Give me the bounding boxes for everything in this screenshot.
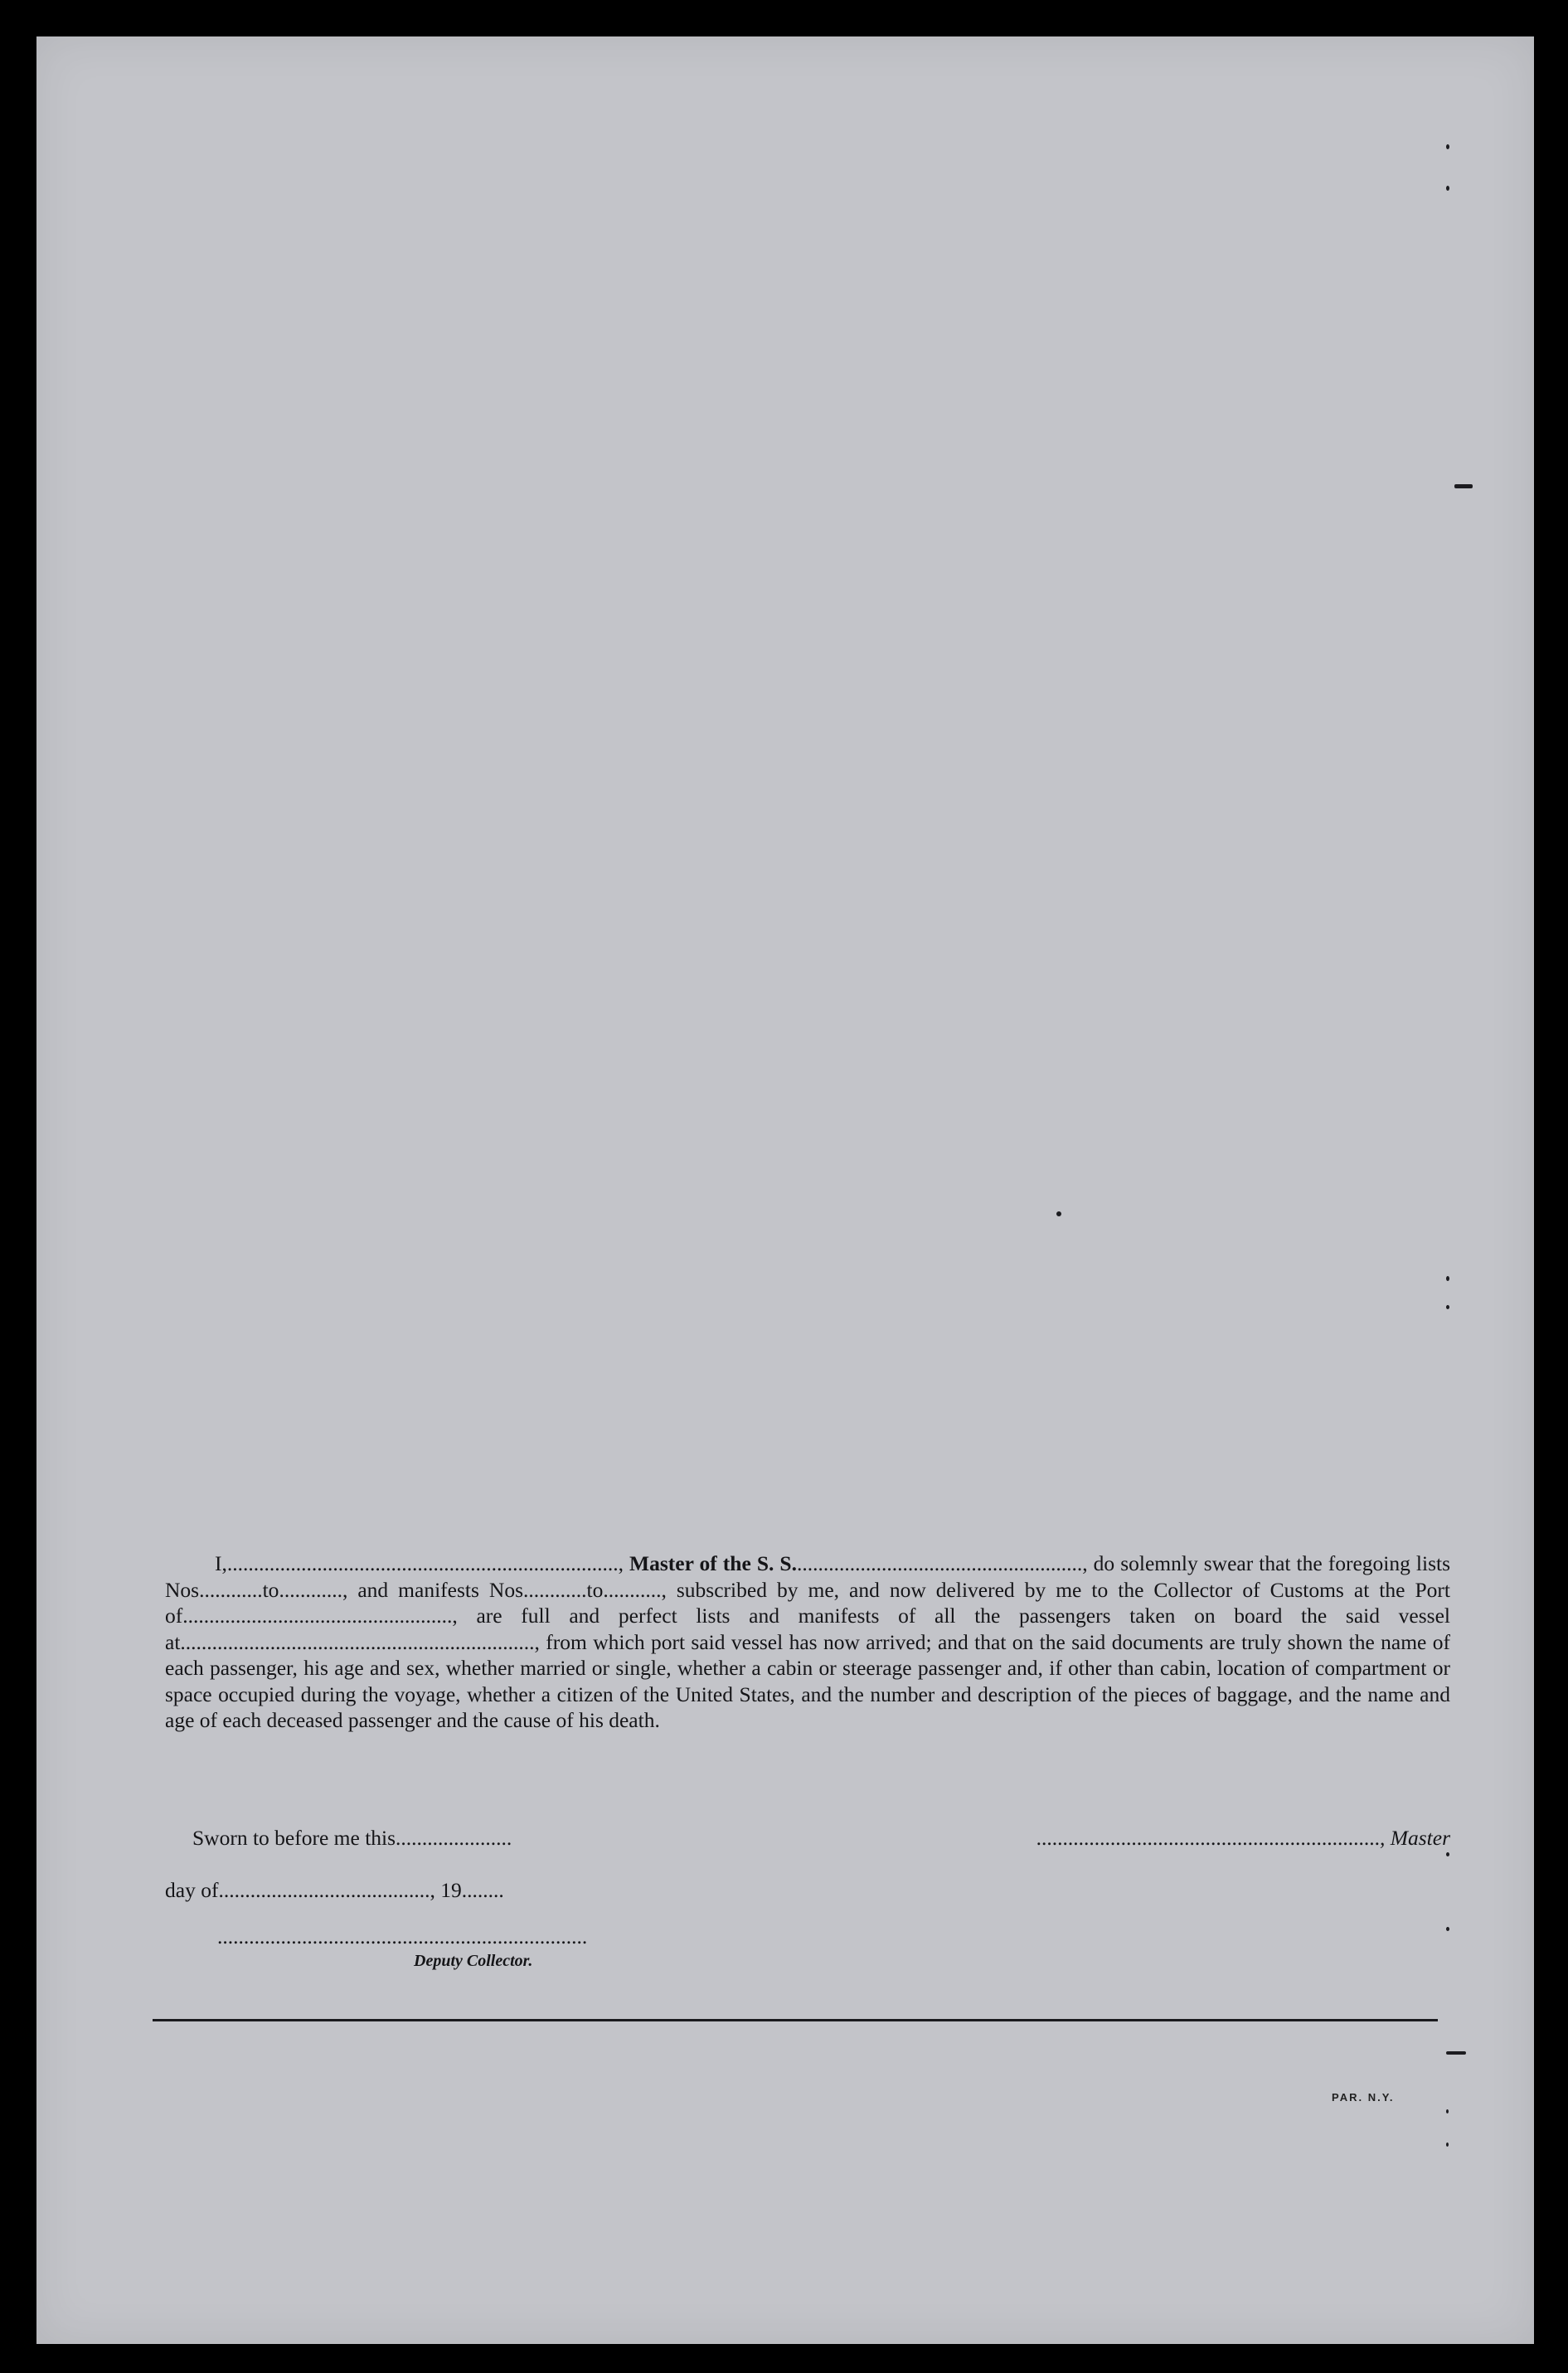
year-label: , 19 — [430, 1878, 462, 1902]
master-of-ss-label: Master of the S. S. — [629, 1551, 797, 1575]
day-of-line — [165, 1878, 504, 1903]
bleed-through-mark — [161, 103, 180, 188]
scan-speck — [1446, 2142, 1449, 2147]
scan-speck — [1446, 1305, 1449, 1309]
sworn-line — [192, 1826, 512, 1851]
master-label: , Master — [1380, 1826, 1450, 1850]
scan-speck — [1446, 1927, 1449, 1931]
day-of-label: day of — [165, 1878, 219, 1902]
scan-speck — [1056, 1211, 1061, 1216]
document-page — [36, 36, 1534, 2344]
printer-mark: PAR. N.Y. — [1332, 2091, 1395, 2104]
scan-speck — [1446, 1852, 1449, 1856]
lists-from-field[interactable]: ............ — [199, 1577, 263, 1602]
master-signature-field[interactable]: ................................................................. — [1036, 1826, 1380, 1850]
lists-to-field[interactable]: ............ — [279, 1577, 342, 1602]
scan-speck — [1446, 2109, 1449, 2113]
sworn-day-field[interactable]: ...................... — [396, 1826, 512, 1850]
year-field[interactable]: ........ — [461, 1878, 504, 1902]
oath-paragraph: I,.........................................................................., Master of the S. S......................................................., do solemnly swear that the foregoing lists Nos............to............, and manifests Nos............to..........., subscribed by me, and now delivered by me to the Collector of Customs at the Port of..................................................., are full and perfect lists and manifests of all the passengers taken on board the said vessel at..................................................................., from which port said vessel has now arrived; and that on the said documents are truly shown the name of each passenger, his age and sex, whether married or single, whether a cabin or steerage passenger and, if other than cabin, location of compartment or space occupied during the voyage, whether a citizen of the United States, and the number and description of the pieces of baggage, and the name and age of each deceased passenger and the cause of his death. — [165, 1551, 1451, 1732]
deputy-signature-field[interactable]: ...................................................................... — [217, 1924, 588, 1948]
scan-speck — [1454, 484, 1473, 488]
ship-name-field[interactable]: ...................................................... — [796, 1551, 1083, 1575]
deputy-collector-label: Deputy Collector. — [414, 1952, 533, 1970]
scan-speck — [1446, 144, 1449, 149]
manifests-from-field[interactable]: ............ — [523, 1577, 587, 1602]
scan-speck — [1446, 2051, 1466, 2055]
master-name-field[interactable]: .......................................................................... — [226, 1551, 619, 1575]
scan-speck — [1446, 186, 1449, 191]
horizontal-rule — [153, 2019, 1438, 2021]
scan-speck — [1446, 1276, 1449, 1281]
master-signature-line — [899, 1826, 1450, 1851]
manifests-to-field[interactable]: ........... — [603, 1577, 662, 1602]
departure-port-field[interactable]: ................................................................... — [180, 1629, 535, 1654]
port-field[interactable]: ................................................... — [182, 1604, 453, 1628]
sworn-label: Sworn to before me this — [192, 1826, 396, 1850]
month-field[interactable]: ........................................ — [218, 1878, 430, 1902]
oath-i: I, — [215, 1551, 227, 1575]
